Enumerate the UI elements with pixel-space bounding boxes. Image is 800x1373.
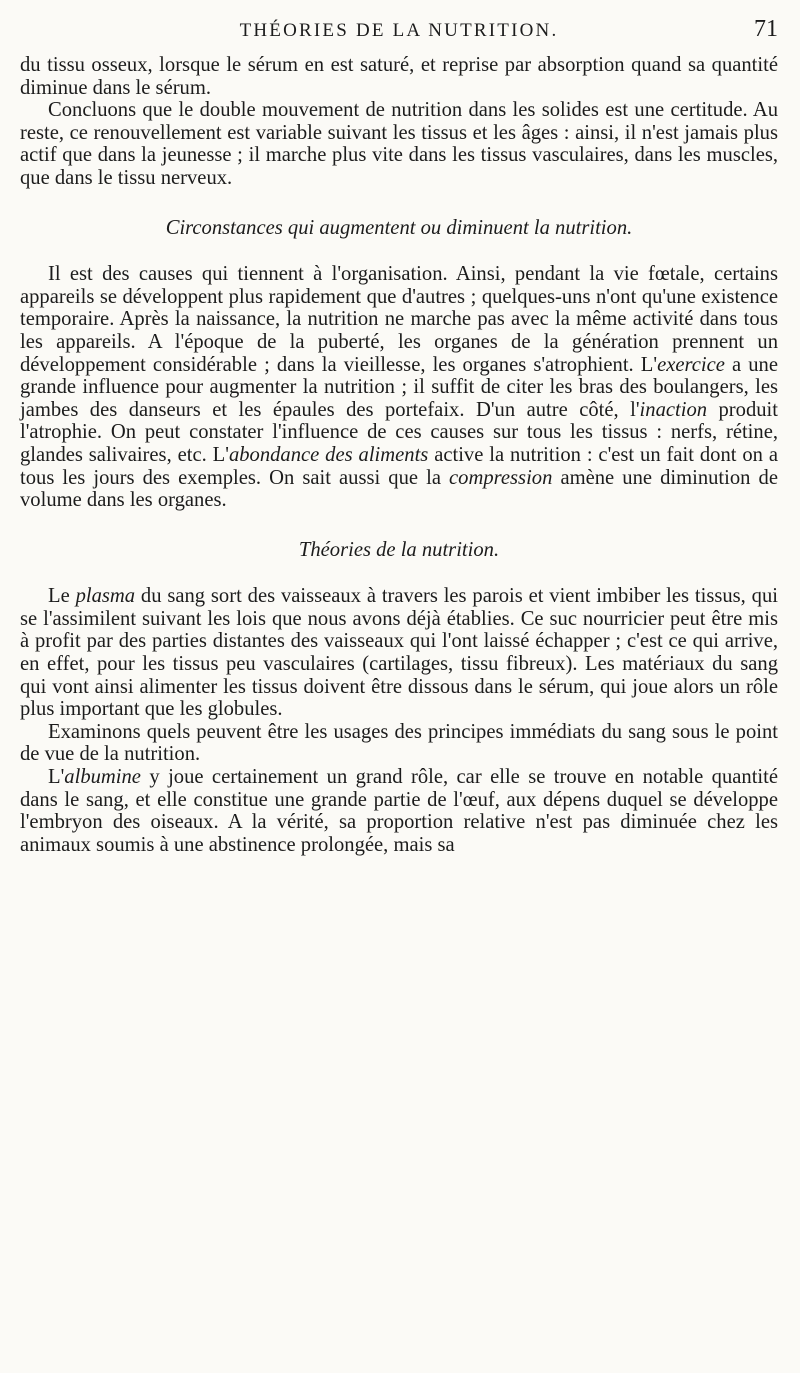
section-heading-circonstances: Circonstances qui augmentent ou diminuent la nutrition. bbox=[165, 216, 633, 239]
emphasis-abondance: abondance des aliments bbox=[228, 443, 429, 466]
text-segment: y joue certainement un grand rôle, car elle se trouve en notable quantité dans le sang, et elle constitue une grande partie de l'œuf, aux dépens duquel se développe l'embryon des oiseaux. A la vérité, sa proportion relative n'est pas diminuée chez les animaux soumis à une abstinence prolongée, mais sa bbox=[20, 766, 778, 856]
paragraph-conclusion: Concluons que le double mouvement de nutrition dans les solides est une certitude. Au reste, ce renouvellement est variable suivant les tissus et les âges : ainsi, il n'est jamais plus actif que dans la jeunesse ; il marche plus vite dans les tissus vasculaires, dans les muscles, que dans le tissu nerveux. bbox=[20, 99, 778, 189]
paragraph-circonstances bbox=[20, 263, 778, 512]
paragraph-albumine bbox=[20, 766, 778, 856]
emphasis-albumine: albumine bbox=[64, 766, 141, 789]
emphasis-compression: compression bbox=[449, 466, 553, 489]
text-segment: du sang sort des vaisseaux à travers les parois et vient imbiber les tissus, qui se l'assimilent suivant les lois que nous avons déjà établies. Ce suc nourricier peut être mis à profit par des parties distantes des vaisseaux qui l'ont laissé échapper ; c'est ce qui arrive, en effet, pour les tissus peu vasculaires (cartilages, tissu fibreux). Les matériaux du sang qui vont ainsi alimenter les tissus doivent être dissous dans le sérum, qui joue alors un rôle plus important que les globules. bbox=[20, 585, 778, 721]
paragraph-continuation: du tissu osseux, lorsque le sérum en est saturé, et reprise par absorption quand sa quantité diminue dans le sérum. bbox=[20, 54, 778, 99]
running-title: THÉORIES DE LA NUTRITION. bbox=[239, 20, 559, 41]
text-segment: active la nutrition : c'est un fait dont on a tous les jours des exemples. On sait aussi que la bbox=[20, 443, 778, 489]
text-segment: produit l'atrophie. On peut constater l'influence de ces causes sur tous les tissus : nerfs, rétine, glandes salivaires, etc. L' bbox=[20, 398, 778, 466]
text-segment: a une grande influence pour augmenter la nutrition ; il suffit de citer les bras des boulangers, les jambes des danseurs et les épaules des portefaix. D'un autre côté, l' bbox=[20, 353, 778, 421]
text-segment: Il est des causes qui tiennent à l'organisation. Ainsi, pendant la vie fœtale, certains appareils se développent plus rapidement que d'autres ; quelques-uns n'ont qu'une existence temporaire. Après la naissance, la nutrition ne marche pas avec la même activité dans tous les appareils. A l'époque de la puberté, les organes de la génération prennent un développement considérable ; dans la vieillesse, les organes s'atrophient. L' bbox=[20, 263, 778, 376]
text-segment: amène une diminution de volume dans les organes. bbox=[20, 466, 778, 512]
emphasis-plasma: plasma bbox=[75, 585, 136, 608]
text-segment: Le bbox=[48, 585, 76, 608]
emphasis-inaction: inaction bbox=[639, 398, 708, 421]
page-header bbox=[20, 14, 778, 44]
paragraph-plasma bbox=[20, 585, 778, 721]
text-segment: L' bbox=[48, 766, 65, 789]
section-heading-theories: Théories de la nutrition. bbox=[298, 538, 500, 561]
page-number: 71 bbox=[754, 16, 778, 42]
paragraph-examinons: Examinons quels peuvent être les usages des principes immédiats du sang sous le point de vue de la nutrition. bbox=[20, 720, 778, 766]
emphasis-exercice: exercice bbox=[657, 353, 725, 376]
page-body bbox=[20, 54, 778, 856]
